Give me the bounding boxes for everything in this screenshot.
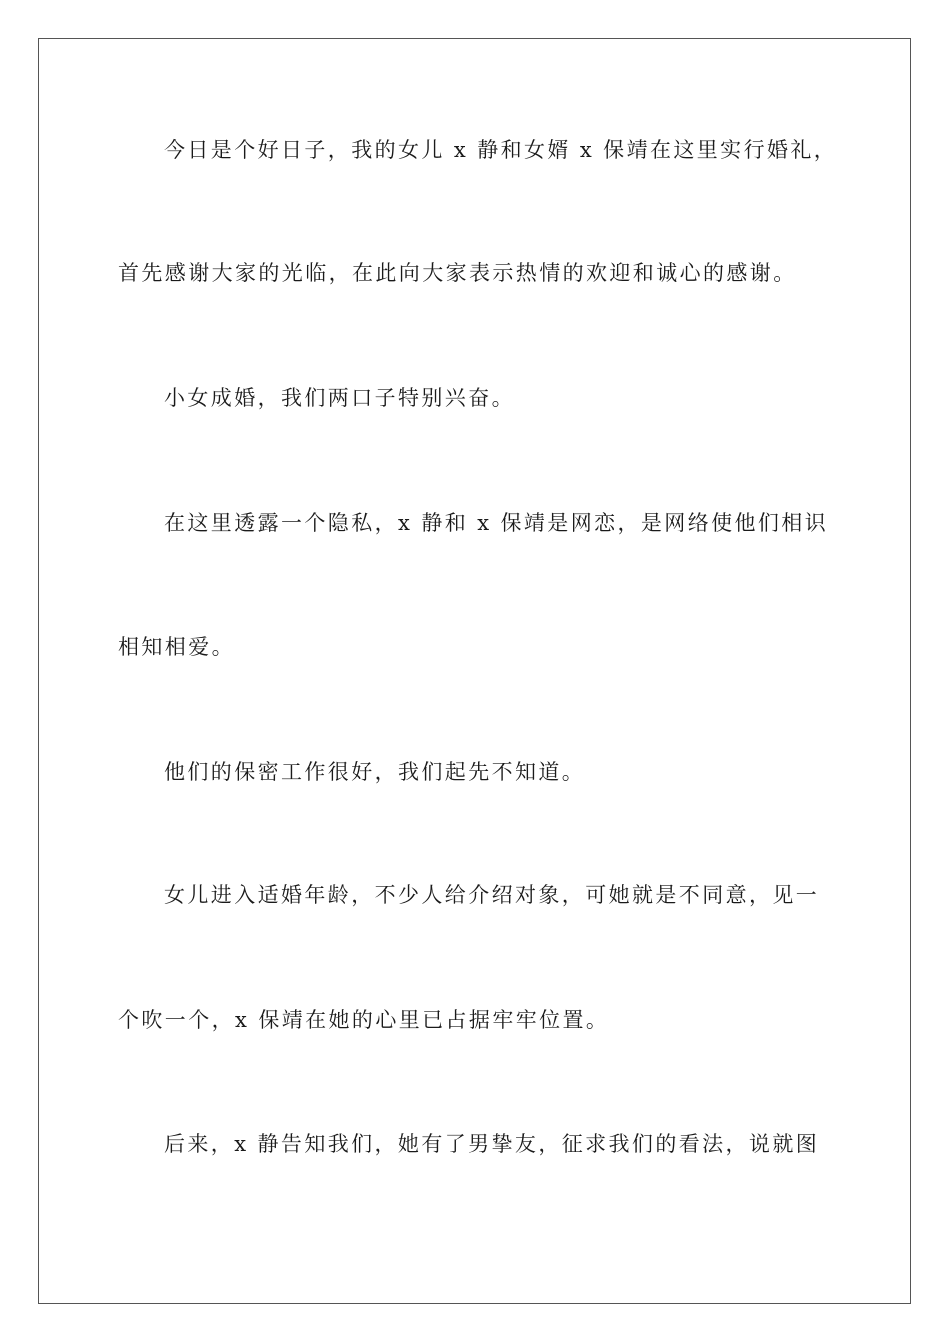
paragraph-5-line-2: 个吹一个，x 保靖在她的心里已占据牢牢位置。 [118,1008,610,1032]
paragraph-3-line-2: 相知相爱。 [118,635,235,659]
paragraph-6-line-1: 后来，x 静告知我们，她有了男挚友，征求我们的看法，说就图 [164,1132,820,1156]
paragraph-2-line-1: 小女成婚，我们两口子特别兴奋。 [164,386,515,410]
paragraph-3-line-1: 在这里透露一个隐私，x 静和 x 保靖是网恋，是网络使他们相识 [164,511,829,535]
paragraph-5-line-1: 女儿进入适婚年龄，不少人给介绍对象，可她就是不同意，见一 [164,883,820,907]
paragraph-1-line-1: 今日是个好日子，我的女儿 x 静和女婿 x 保靖在这里实行婚礼， [164,138,838,162]
paragraph-1-line-2: 首先感谢大家的光临，在此向大家表示热情的欢迎和诚心的感谢。 [118,261,797,285]
paragraph-4-line-1: 他们的保密工作很好，我们起先不知道。 [164,760,586,784]
page-border [38,38,911,1304]
